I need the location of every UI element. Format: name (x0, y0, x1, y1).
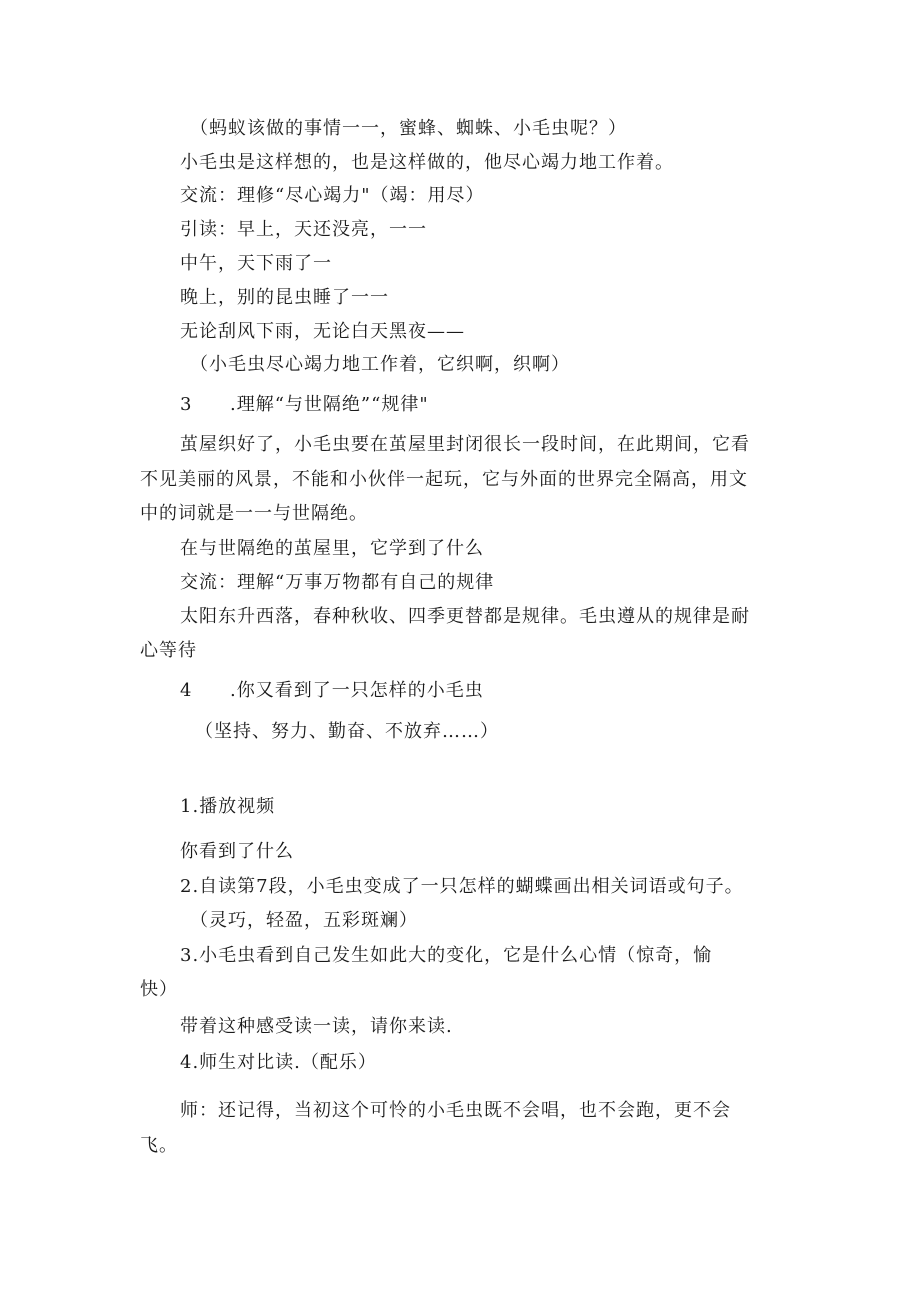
text-line: 3.小毛虫看到自己发生如此大的变化，它是什么心情（惊奇，愉 (180, 945, 713, 966)
text-line: （坚持、努力、勤奋、不放弃……） (195, 721, 499, 742)
text-line: 茧屋织好了，小毛虫要在茧屋里封闭很长一段时间，在此期间，它看 (180, 434, 750, 455)
section-heading (180, 679, 484, 703)
text-line: 中的词就是一一与世隔绝。 (140, 503, 368, 524)
text-line: 心等待 (140, 640, 197, 661)
text-line: 中午，天下雨了一 (180, 253, 332, 274)
text-line: 太阳东升西落，春种秋收、四季更替都是规律。毛虫遵从的规律是耐 (180, 606, 750, 627)
section-number: 4 (180, 680, 193, 701)
section-number: 3 (180, 394, 193, 415)
text-line: 交流：理修“尽心竭力"（竭：用尽） (180, 185, 485, 206)
text-line: 飞。 (140, 1135, 178, 1156)
text-line: 晚上，别的昆虫睡了一一 (180, 287, 389, 308)
text-line: 引读：早上，天还没亮，一一 (180, 219, 427, 240)
text-line: （蚂蚁该做的事情一一，蜜蜂、蜘蛛、小毛虫呢？） (190, 118, 627, 139)
text-line: 交流：理解“万事万物都有自己的规律 (180, 572, 495, 593)
text-line: 无论刮风下雨，无论白天黑夜—— (180, 321, 465, 342)
text-line: （灵巧，轻盈，五彩斑斓） (190, 910, 418, 931)
text-line: （小毛虫尽心竭力地工作着，它织啊，织啊） (190, 354, 570, 375)
section-title: .你又看到了一只怎样的小毛虫 (230, 680, 484, 701)
text-line: 4.师生对比读.（配乐） (180, 1052, 377, 1073)
text-line: 在与世隔绝的茧屋里，它学到了什么 (180, 538, 484, 559)
text-line: 带着这种感受读一读，请你来读. (180, 1016, 453, 1037)
text-line: 你看到了什么 (180, 841, 294, 862)
text-line: 2.自读第7段，小毛虫变成了一只怎样的蝴蝶画出相关词语或句子。 (180, 876, 744, 897)
text-line: 小毛虫是这样想的，也是这样做的，他尽心竭力地工作着。 (180, 152, 674, 173)
text-line: 1.播放视频 (180, 796, 276, 817)
section-heading (180, 393, 429, 417)
text-line: 不见美丽的风景，不能和小伙伴一起玩，它与外面的世界完全隔高，用文 (140, 469, 748, 490)
text-line: 师：还记得，当初这个可怜的小毛虫既不会唱，也不会跑，更不会 (180, 1100, 731, 1121)
section-title: .理解“与世隔绝”“规律" (230, 394, 429, 415)
text-line: 快） (140, 979, 178, 1000)
